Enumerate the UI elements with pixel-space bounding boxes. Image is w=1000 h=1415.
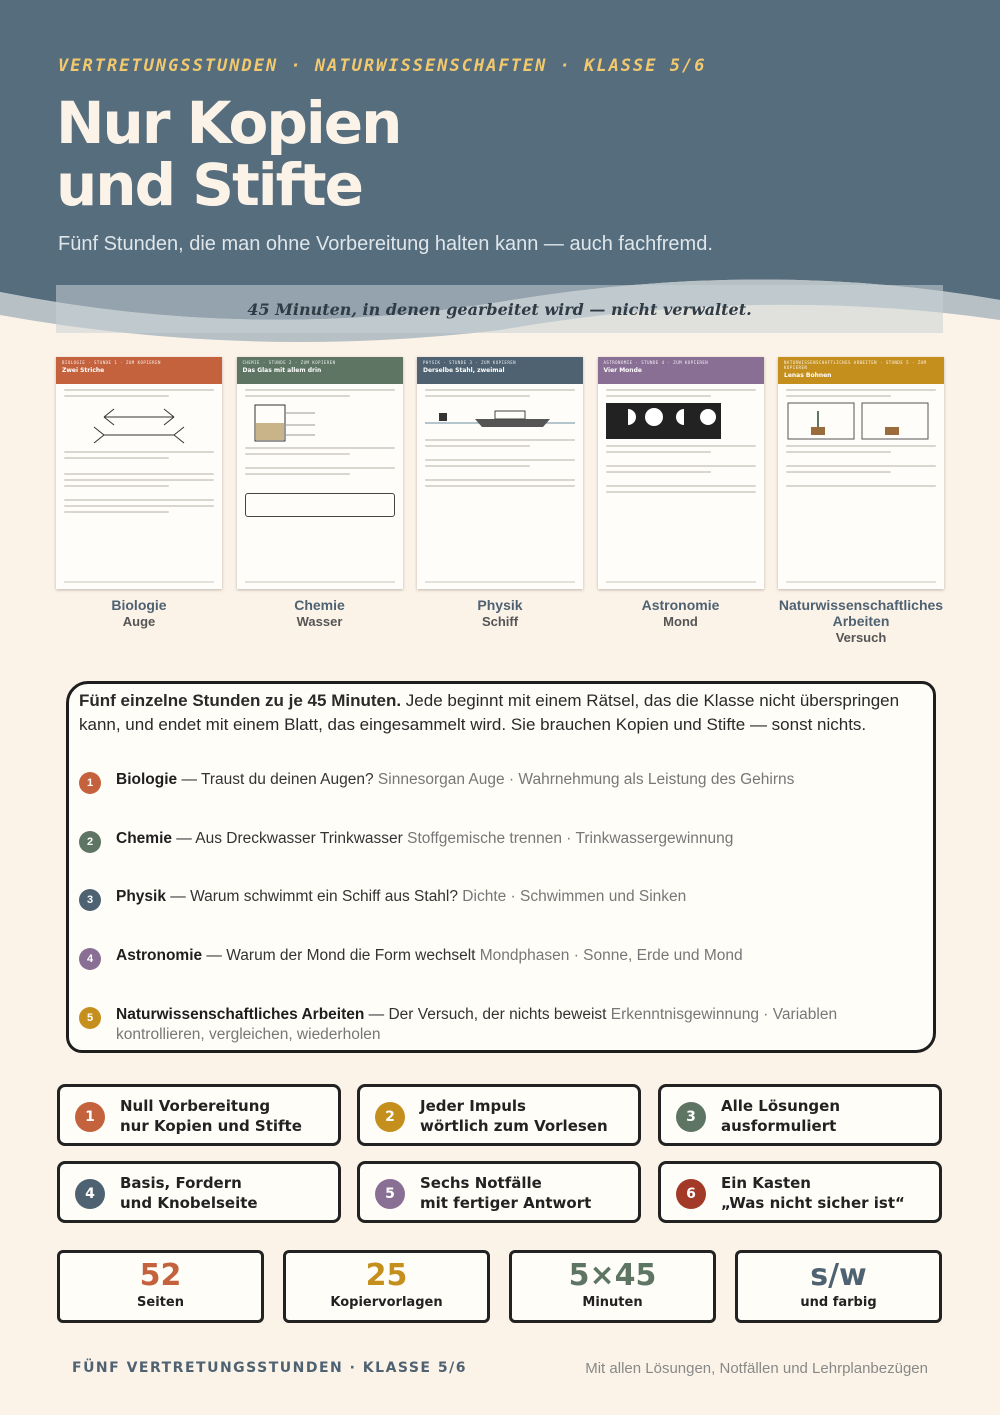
stat-card — [57, 1250, 264, 1323]
worksheet-preview — [778, 357, 944, 646]
stat-value: s/w — [810, 1258, 867, 1293]
feature-number: 5 — [375, 1179, 405, 1209]
worksheet-title: Derselbe Stahl, zweimal — [423, 367, 505, 374]
lesson-tags: Stoffgemische trennen · Trinkwassergewinnung — [402, 830, 734, 847]
lesson-subject: Physik — [116, 888, 166, 905]
worksheet-subject: Chemie — [294, 597, 345, 613]
worksheet-band — [417, 357, 583, 384]
worksheet-title: Zwei Striche — [62, 367, 105, 374]
stat-card — [735, 1250, 942, 1323]
worksheet-subject: Naturwissenschaftliches Arbeiten — [778, 597, 944, 629]
lesson-subject: Biologie — [116, 771, 178, 788]
feature-line-2: nur Kopien und Stifte — [120, 1117, 302, 1135]
worksheet-thumbnail — [56, 357, 222, 589]
stat-card — [509, 1250, 716, 1323]
lesson-item — [79, 1005, 879, 1045]
feature-line-2: „Was nicht sicher ist“ — [721, 1194, 905, 1212]
lesson-subject: Astronomie — [116, 947, 203, 964]
footer-title: FÜNF VERTRETUNGSSTUNDEN · KLASSE 5/6 — [72, 1360, 467, 1376]
worksheet-thumbnail — [237, 357, 403, 589]
lesson-intro — [79, 689, 923, 737]
lesson-item — [79, 829, 879, 849]
stat-value: 52 — [139, 1258, 182, 1293]
lesson-overview-box — [66, 681, 936, 1053]
worksheet-kicker: NATURWISSENSCHAFTLICHES ARBEITEN · STUNDE 5 · ZUM KOPIEREN — [784, 360, 927, 370]
lesson-question: — Aus Dreckwasser Trinkwasser — [172, 830, 403, 847]
lesson-item — [79, 946, 879, 966]
lesson-tags: Dichte · Schwimmen und Sinken — [458, 888, 687, 905]
stat-value: 5×45 — [568, 1258, 657, 1293]
lesson-tags: Sinnesorgan Auge · Wahrnehmung als Leistung des Gehirns — [373, 771, 795, 788]
lesson-intro-bold: Fünf einzelne Stunden zu je 45 Minuten. — [79, 691, 402, 710]
stat-label: Seiten — [137, 1295, 184, 1310]
tagline-banner: 45 Minuten, in denen gearbeitet wird — nicht verwaltet. — [247, 299, 752, 319]
feature-number: 6 — [676, 1179, 706, 1209]
lesson-number: 5 — [79, 1007, 101, 1029]
lesson-question: — Der Versuch, der nichts beweist — [364, 1006, 607, 1023]
worksheet-kicker: PHYSIK · STUNDE 3 · ZUM KOPIEREN — [423, 360, 517, 365]
worksheet-title: Das Glas mit allem drin — [242, 367, 322, 374]
feature-card — [357, 1161, 641, 1223]
worksheet-preview — [417, 357, 583, 630]
title-line-1: Nur Kopien — [56, 89, 401, 157]
page-subtitle: Fünf Stunden, die man ohne Vorbereitung halten kann — auch fachfremd. — [58, 233, 713, 255]
lesson-tags: Mondphasen · Sonne, Erde und Mond — [475, 947, 743, 964]
worksheet-subject: Biologie — [111, 597, 167, 613]
feature-line-1: Jeder Impuls — [420, 1097, 526, 1115]
worksheet-band — [598, 357, 764, 384]
bean-experiment-figure — [786, 401, 936, 441]
feature-card — [57, 1161, 341, 1223]
lesson-question: — Warum schwimmt ein Schiff aus Stahl? — [165, 888, 458, 905]
illusion-figure — [64, 401, 214, 447]
lesson-item — [79, 887, 879, 907]
feature-line-1: Alle Lösungen — [721, 1097, 841, 1115]
lesson-number: 2 — [79, 831, 101, 853]
lesson-tags: Erkenntnisgewinnung · Variablen kontrollieren, vergleichen, wiederholen — [116, 1006, 838, 1043]
worksheet-preview — [56, 357, 222, 630]
worksheet-kicker: ASTRONOMIE · STUNDE 4 · ZUM KOPIEREN — [603, 360, 709, 365]
worksheet-topic: Versuch — [835, 630, 887, 645]
worksheet-subject: Physik — [477, 597, 523, 613]
worksheet-topic: Wasser — [296, 614, 343, 629]
feature-card — [357, 1084, 641, 1146]
worksheet-previews — [56, 357, 944, 657]
feature-line-2: mit fertiger Antwort — [420, 1194, 592, 1212]
lesson-subject: Chemie — [116, 830, 172, 847]
worksheet-topic: Schiff — [481, 614, 519, 629]
glass-figure — [245, 401, 395, 443]
worksheet-title: Vier Monde — [603, 367, 642, 374]
feature-card — [658, 1161, 942, 1223]
worksheet-band — [778, 357, 944, 384]
worksheet-band — [56, 357, 222, 384]
lesson-intro-rest: Jede beginnt mit einem Rätsel, das die Klasse nicht überspringen kann, und endet mit einem Blatt, das eingesammelt wird. Sie brauchen Kopien und Stifte — sonst nichts. — [79, 691, 900, 734]
worksheet-thumbnail — [598, 357, 764, 589]
feature-number: 4 — [75, 1179, 105, 1209]
feature-line-2: ausformuliert — [721, 1117, 837, 1135]
worksheet-thumbnail — [778, 357, 944, 589]
stat-label: Kopiervorlagen — [330, 1295, 443, 1310]
lesson-item — [79, 770, 879, 790]
lesson-number: 4 — [79, 948, 101, 970]
feature-line-1: Ein Kasten — [721, 1174, 811, 1192]
feature-line-1: Sechs Notfälle — [420, 1174, 542, 1192]
feature-number: 1 — [75, 1102, 105, 1132]
feature-line-1: Null Vorbereitung — [120, 1097, 271, 1115]
feature-line-2: und Knobelseite — [120, 1194, 258, 1212]
ship-figure — [425, 401, 575, 435]
moon-phases-figure — [606, 401, 756, 441]
worksheet-preview — [237, 357, 403, 630]
lesson-number: 1 — [79, 772, 101, 794]
stat-value: 25 — [365, 1258, 408, 1293]
worksheet-subject: Astronomie — [641, 597, 720, 613]
feature-card — [57, 1084, 341, 1146]
worksheet-topic: Auge — [122, 614, 156, 629]
worksheet-band — [237, 357, 403, 384]
lesson-question: — Warum der Mond die Form wechselt — [202, 947, 476, 964]
footer-note: Mit allen Lösungen, Notfällen und Lehrplanbezügen — [585, 1360, 928, 1377]
page-title — [56, 89, 401, 219]
stat-label: und farbig — [800, 1295, 877, 1310]
lesson-question: — Traust du deinen Augen? — [177, 771, 374, 788]
worksheet-title: Lenas Bohnen — [784, 372, 832, 379]
worksheet-topic: Mond — [663, 614, 698, 629]
worksheet-preview — [598, 357, 764, 630]
lesson-subject: Naturwissenschaftliches Arbeiten — [116, 1006, 365, 1023]
worksheet-kicker: BIOLOGIE · STUNDE 1 · ZUM KOPIEREN — [62, 360, 161, 365]
worksheet-thumbnail — [417, 357, 583, 589]
title-line-2: und Stifte — [56, 151, 362, 219]
stat-card — [283, 1250, 490, 1323]
feature-card — [658, 1084, 942, 1146]
worksheet-kicker: CHEMIE · STUNDE 2 · ZUM KOPIEREN — [242, 360, 336, 365]
header — [0, 0, 1000, 345]
feature-number: 3 — [676, 1102, 706, 1132]
feature-line-1: Basis, Fordern — [120, 1174, 242, 1192]
header-kicker: VERTRETUNGSSTUNDEN · NATURWISSENSCHAFTEN · KLASSE 5/6 — [58, 56, 707, 76]
feature-line-2: wörtlich zum Vorlesen — [420, 1117, 608, 1135]
feature-number: 2 — [375, 1102, 405, 1132]
lesson-number: 3 — [79, 889, 101, 911]
stat-label: Minuten — [582, 1295, 643, 1310]
